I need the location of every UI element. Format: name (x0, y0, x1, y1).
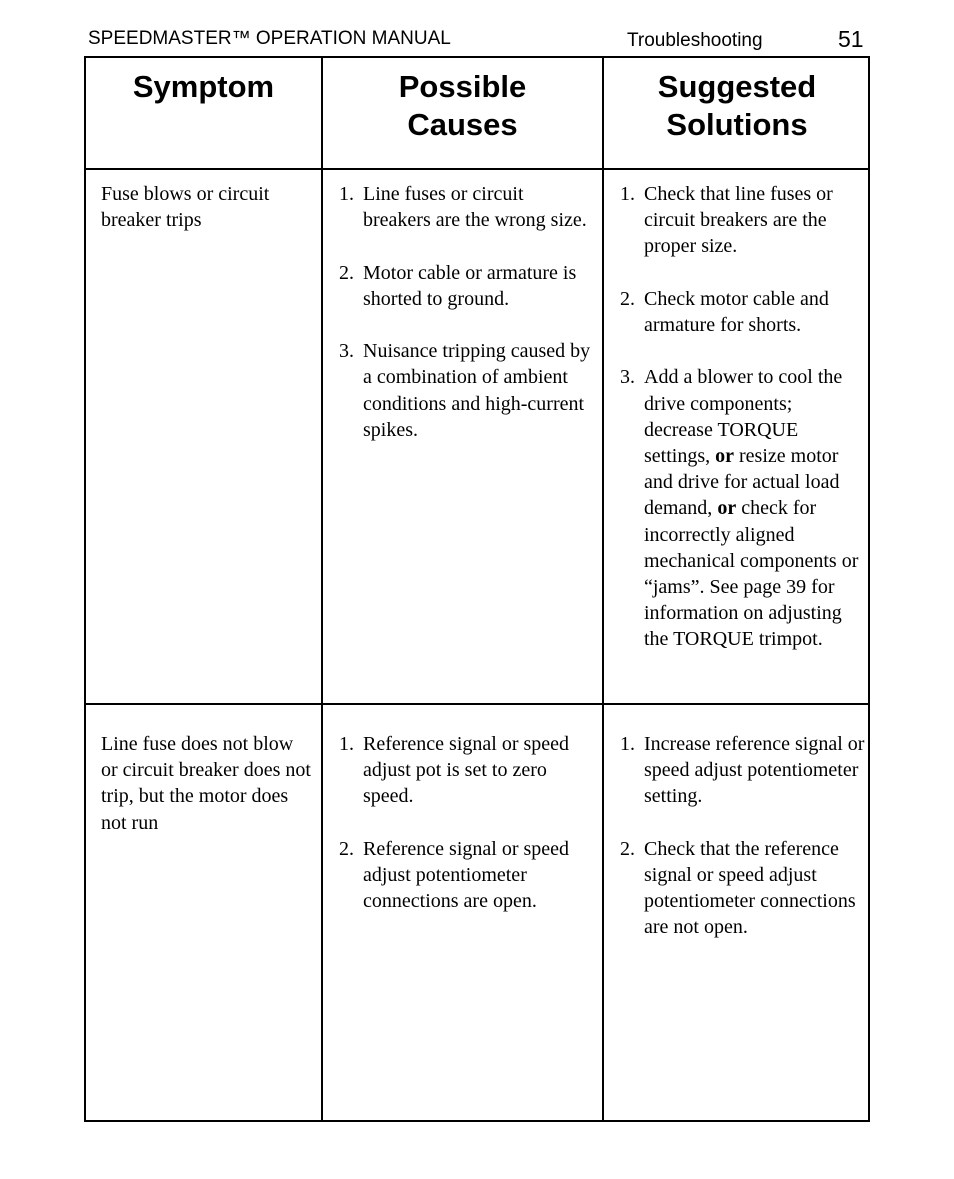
list-item (339, 338, 594, 443)
row2-solutions-list (620, 731, 865, 941)
item-text: Nuisance tripping caused by a combination of ambient conditions and high-current spikes. (363, 340, 591, 441)
emphasis-or: or (715, 445, 735, 467)
row2-causes (339, 731, 594, 914)
row1-solutions-list (620, 181, 865, 653)
list-item (339, 731, 594, 810)
item-number: 1. (339, 733, 354, 755)
row1-causes-list (339, 181, 594, 443)
page-number: 51 (838, 26, 864, 52)
column-header-solutions-line1: Suggested (657, 69, 817, 104)
list-item (620, 836, 865, 941)
item-number: 1. (620, 733, 635, 755)
column-header-solutions (604, 68, 870, 144)
column-header-causes-line2: Causes (407, 107, 518, 142)
item-number: 2. (339, 837, 354, 860)
list-item (339, 181, 594, 233)
item-text: Add a blower to cool the drive components; decrease TORQUE settings, (644, 366, 843, 467)
row2-solutions (620, 731, 865, 941)
item-text: Reference signal or speed adjust pot is set to zero speed. (363, 733, 570, 808)
row2-causes-list (339, 731, 594, 914)
item-text: Check that the reference signal or speed adjust potentiometer connections are not open. (644, 837, 856, 939)
list-item (339, 260, 594, 312)
item-text: check for incorrectly aligned mechanical components or “jams”. See page 39 for information on adjusting the TORQUE trimpot. (644, 497, 859, 651)
list-item (620, 181, 865, 260)
item-text: resize motor and drive for actual load demand, (644, 445, 840, 520)
item-number: 1. (620, 183, 635, 205)
list-item (339, 836, 594, 915)
row-divider (86, 703, 868, 705)
column-header-causes (323, 68, 602, 144)
manual-title: SPEEDMASTER™ OPERATION MANUAL (88, 28, 451, 49)
row1-symptom (101, 181, 313, 233)
column-header-solutions-line2: Solutions (666, 107, 808, 142)
header-divider (86, 168, 868, 170)
row1-symptom-text: Fuse blows or circuit breaker trips (101, 183, 270, 232)
item-text: Motor cable or armature is shorted to ground. (363, 261, 577, 310)
column-header-symptom (86, 68, 321, 106)
item-text: Reference signal or speed adjust potentiometer connections are open. (363, 837, 570, 913)
item-number: 2. (620, 287, 635, 310)
list-item (620, 731, 865, 810)
item-text: Check that line fuses or circuit breakers are the proper size. (644, 183, 833, 258)
item-text: Check motor cable and armature for shorts. (644, 287, 829, 336)
list-item (620, 286, 865, 338)
column-divider-1 (321, 58, 323, 1120)
row2-symptom-text: Line fuse does not blow or circuit breaker does not trip, but the motor does not run (101, 733, 311, 834)
item-number: 1. (339, 183, 354, 205)
list-item (620, 364, 865, 652)
column-header-causes-line1: Possible (398, 69, 527, 104)
row1-solutions (620, 181, 865, 653)
column-divider-2 (602, 58, 604, 1120)
row1-causes (339, 181, 594, 443)
item-number: 2. (339, 261, 354, 284)
column-header-symptom-text: Symptom (132, 69, 275, 104)
row2-symptom (101, 731, 313, 836)
item-number: 2. (620, 837, 635, 860)
item-text: Line fuses or circuit breakers are the wrong size. (363, 183, 587, 232)
troubleshooting-table (84, 56, 870, 1122)
item-number: 3. (620, 366, 635, 389)
emphasis-or: or (717, 497, 737, 520)
item-text: Increase reference signal or speed adjust potentiometer setting. (644, 733, 865, 808)
item-number: 3. (339, 340, 354, 363)
section-title: Troubleshooting (627, 30, 763, 51)
